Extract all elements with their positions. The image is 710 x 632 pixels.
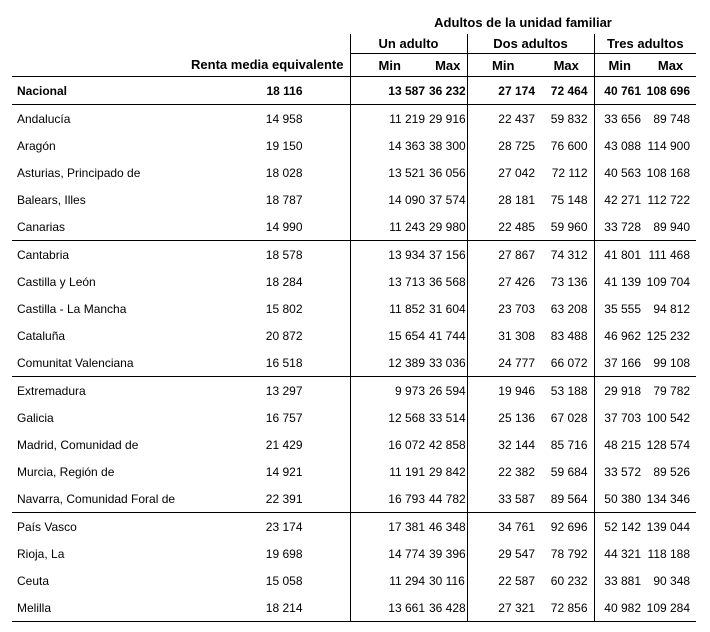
dos-adultos-max-cell: 67 028 [550,410,588,425]
un-adulto-max-cell: 29 980 [429,213,467,241]
region-cell: Murcia, Región de [17,464,115,479]
dos-adultos-max-cell: 89 564 [539,485,594,513]
region-cell: Canarias [12,213,182,241]
tres-adultos-min-cell: 41 801 [594,241,645,269]
un-adulto-min-cell: 15 654 [350,322,429,349]
region-cell: Cataluña [17,328,66,343]
dos-adultos-min-cell: 34 761 [467,513,539,541]
tres-adultos-min-cell: 33 728 [594,213,645,241]
dos-adultos-min-cell: 22 587 [467,567,539,594]
dos-adultos-max-cell: 78 792 [550,546,588,561]
table-row [12,404,696,431]
dos-adultos-max-cell: 92 696 [550,519,588,534]
group-title: Adultos de la unidad familiar [434,14,612,30]
table-row [12,458,696,485]
dos-adultos-min-cell: 33 587 [467,485,539,513]
renta-cell: 18 116 [182,77,350,105]
un-adulto-max-cell: 39 396 [429,546,466,561]
tres-adultos-max-cell: 79 782 [653,383,691,398]
dos-adultos-max-cell: 85 716 [550,437,588,452]
tres-adultos-min-cell: 33 881 [594,567,645,594]
tres-adultos-max-cell: 94 812 [653,301,691,316]
dos-adultos-min-cell: 22 382 [467,458,539,485]
tres-adultos-min-cell: 35 555 [594,295,645,322]
un-adulto-min-cell: 11 243 [350,213,429,241]
un-adulto-max-cell: 37 574 [429,192,466,207]
tres-adultos-max-cell: 118 188 [647,546,691,561]
table-row [12,349,696,377]
dos-adultos-max-cell: 72 112 [551,165,588,180]
renta-cell: 18 578 [265,247,303,262]
tres-adultos-min-cell: 29 918 [594,377,645,405]
region-cell: Comunitat Valenciana [12,349,182,377]
tres-adultos-max-cell: 134 346 [645,485,696,513]
tres-adultos-max-cell: 108 168 [646,165,691,180]
dos-adultos-min-cell: 27 867 [467,241,539,269]
renta-cell: 19 698 [265,546,303,561]
tres-adultos-max-cell: 112 722 [647,192,691,207]
tres-adultos-min-cell: 52 142 [594,513,645,541]
tres-adultos-max-cell: 89 748 [653,111,691,126]
table-row [12,377,696,405]
table-row [12,132,696,159]
header-row-columns [12,54,696,77]
dos-adultos-min-cell: 29 547 [467,540,539,567]
un-adulto-max-cell: 37 156 [429,247,466,262]
renta-cell: 18 028 [265,165,303,180]
un-adulto-max-cell: 29 916 [429,111,466,126]
dos-adultos-min-cell: 27 321 [467,594,539,622]
un-adulto-max-cell: 36 568 [429,274,466,289]
region-cell: Castilla y León [17,274,96,289]
un-adulto-min-cell: 12 389 [350,349,429,377]
dos-adultos-min-cell: 28 725 [467,132,539,159]
un-adulto-max-cell: 29 842 [429,464,466,479]
renta-cell: 20 872 [265,328,303,343]
dos-adultos-max-cell: 76 600 [550,138,588,153]
un-adulto-min-cell: 14 774 [350,540,429,567]
un-adulto-max-cell: 36 232 [429,77,467,105]
tres-adultos-min-cell: 40 761 [594,77,645,105]
dos-adultos-max-cell: 59 832 [550,111,588,126]
un-adulto-max-cell: 41 744 [429,328,466,343]
un-adulto-min-cell: 11 191 [350,458,429,485]
dos-adultos-min-cell: 24 777 [467,349,539,377]
un-adulto-max-cell: 26 594 [429,383,466,398]
tres-adultos-max-cell: 89 526 [653,464,691,479]
un-adulto-min-cell: 14 363 [350,132,429,159]
un-adulto-min-cell: 11 852 [350,295,429,322]
table-row [12,105,696,133]
tres-adultos-min-cell: 33 572 [594,458,645,485]
tres-adultos-max-cell: 109 704 [646,274,691,289]
tres-adultos-max-cell: 139 044 [646,519,691,534]
un-adulto-min-cell: 13 661 [350,594,429,622]
min-header: Min [594,54,645,77]
dos-adultos-min-cell: 31 308 [467,322,539,349]
un-adulto-min-cell: 17 381 [350,513,429,541]
region-cell: Nacional [12,77,182,105]
header-row-subgroups [12,34,696,54]
dos-adultos-max-cell: 75 148 [550,192,588,207]
renta-cell: 16 757 [265,410,303,425]
renta-cell: 15 802 [265,301,303,316]
tres-adultos-max-cell: 99 108 [645,349,696,377]
un-adulto-min-cell: 13 587 [350,77,429,105]
subgroup-tres-adultos: Tres adultos [594,34,696,54]
renta-header: Renta media equivalente [182,54,350,77]
tres-adultos-min-cell: 37 166 [594,349,645,377]
renta-cell: 21 429 [265,437,303,452]
table-row [12,540,696,567]
table-row [12,513,696,541]
renta-cell: 14 990 [182,213,350,241]
un-adulto-max-cell: 30 116 [429,573,465,588]
renta-cell: 22 391 [182,485,350,513]
tres-adultos-min-cell: 44 321 [594,540,645,567]
tres-adultos-max-cell: 100 542 [646,410,691,425]
un-adulto-min-cell: 16 072 [350,431,429,458]
un-adulto-max-cell: 31 604 [429,301,466,316]
un-adulto-min-cell: 9 973 [350,377,429,405]
dos-adultos-max-cell: 59 960 [539,213,594,241]
renta-cell: 13 297 [265,383,303,398]
dos-adultos-max-cell: 60 232 [550,573,588,588]
dos-adultos-min-cell: 32 144 [467,431,539,458]
un-adulto-min-cell: 13 713 [350,268,429,295]
region-cell: País Vasco [17,519,77,534]
tres-adultos-min-cell: 43 088 [594,132,645,159]
un-adulto-min-cell: 12 568 [350,404,429,431]
dos-adultos-min-cell: 27 426 [467,268,539,295]
tres-adultos-max-cell: 108 696 [645,77,696,105]
un-adulto-min-cell: 11 219 [350,105,429,133]
tres-adultos-min-cell: 42 271 [594,186,645,213]
dos-adultos-min-cell: 27 174 [467,77,539,105]
max-header: Max [645,54,696,77]
table-row [12,159,696,186]
table-row [12,268,696,295]
max-header: Max [539,54,594,77]
tres-adultos-max-cell: 125 232 [646,328,691,343]
un-adulto-max-cell: 38 300 [429,138,466,153]
un-adulto-min-cell: 11 294 [350,567,429,594]
renta-cell: 18 214 [182,594,350,622]
dos-adultos-min-cell: 22 485 [467,213,539,241]
table-row [12,77,696,105]
table-row [12,431,696,458]
region-cell: Asturias, Principado de [17,165,141,180]
un-adulto-min-cell: 14 090 [350,186,429,213]
table-row [12,567,696,594]
dos-adultos-max-cell: 74 312 [550,247,588,262]
un-adulto-max-cell: 36 428 [429,594,467,622]
region-cell: Aragón [17,138,56,153]
region-cell: Melilla [12,594,182,622]
dos-adultos-max-cell: 73 136 [550,274,588,289]
table-row [12,594,696,622]
dos-adultos-min-cell: 25 136 [467,404,539,431]
tres-adultos-min-cell: 46 962 [594,322,645,349]
region-cell: Rioja, La [17,546,65,561]
region-cell: Andalucía [17,111,71,126]
region-cell: Ceuta [17,573,50,588]
table-body [12,77,696,622]
tres-adultos-min-cell: 41 139 [594,268,645,295]
table-row [12,241,696,269]
max-header: Max [429,54,467,77]
renta-cell: 15 058 [265,573,303,588]
region-cell: Galicia [17,410,54,425]
renta-cell: 18 284 [265,274,303,289]
table-row [12,213,696,241]
un-adulto-max-cell: 44 782 [429,485,467,513]
tres-adultos-max-cell: 109 284 [645,594,696,622]
un-adulto-max-cell: 33 514 [429,410,466,425]
renta-cell: 18 787 [265,192,303,207]
dos-adultos-min-cell: 28 181 [467,186,539,213]
region-cell: Castilla - La Mancha [17,301,127,316]
un-adulto-max-cell: 46 348 [429,519,466,534]
tres-adultos-max-cell: 114 900 [647,138,691,153]
renta-cell: 14 958 [265,111,303,126]
dos-adultos-max-cell: 72 856 [539,594,594,622]
table-row [12,295,696,322]
dos-adultos-max-cell: 53 188 [550,383,588,398]
subgroup-un-adulto: Un adulto [350,34,467,54]
tres-adultos-min-cell: 50 380 [594,485,645,513]
un-adulto-min-cell: 13 521 [350,159,429,186]
tres-adultos-min-cell: 37 703 [594,404,645,431]
tres-adultos-min-cell: 33 656 [594,105,645,133]
tres-adultos-max-cell: 89 940 [645,213,696,241]
dos-adultos-min-cell: 23 703 [467,295,539,322]
dos-adultos-min-cell: 22 437 [467,105,539,133]
un-adulto-max-cell: 36 056 [429,165,466,180]
renta-cell: 23 174 [265,519,303,534]
tres-adultos-max-cell: 90 348 [653,573,691,588]
dos-adultos-min-cell: 27 042 [467,159,539,186]
header-row-group [12,10,696,34]
tres-adultos-max-cell: 128 574 [646,437,691,452]
table-row [12,186,696,213]
un-adulto-max-cell: 33 036 [429,349,467,377]
renta-cell: 16 518 [182,349,350,377]
dos-adultos-max-cell: 72 464 [539,77,594,105]
region-cell: Balears, Illes [17,192,86,207]
tres-adultos-min-cell: 48 215 [594,431,645,458]
region-cell: Madrid, Comunidad de [17,437,139,452]
min-header: Min [467,54,539,77]
table-row [12,322,696,349]
dos-adultos-max-cell: 59 684 [550,464,588,479]
region-cell: Extremadura [17,383,86,398]
region-cell: Cantabria [17,247,70,262]
dos-adultos-max-cell: 63 208 [550,301,588,316]
min-header: Min [350,54,429,77]
renta-cell: 14 921 [265,464,303,479]
un-adulto-min-cell: 13 934 [350,241,429,269]
un-adulto-min-cell: 16 793 [350,485,429,513]
region-cell: Navarra, Comunidad Foral de [12,485,182,513]
dos-adultos-max-cell: 83 488 [550,328,588,343]
renta-cell: 19 150 [265,138,303,153]
dos-adultos-max-cell: 66 072 [539,349,594,377]
tres-adultos-min-cell: 40 982 [594,594,645,622]
income-table [12,10,696,622]
dos-adultos-min-cell: 19 946 [467,377,539,405]
tres-adultos-min-cell: 40 563 [594,159,645,186]
un-adulto-max-cell: 42 858 [429,437,466,452]
subgroup-dos-adultos: Dos adultos [467,34,594,54]
tres-adultos-max-cell: 111 468 [648,247,691,262]
table-row [12,485,696,513]
